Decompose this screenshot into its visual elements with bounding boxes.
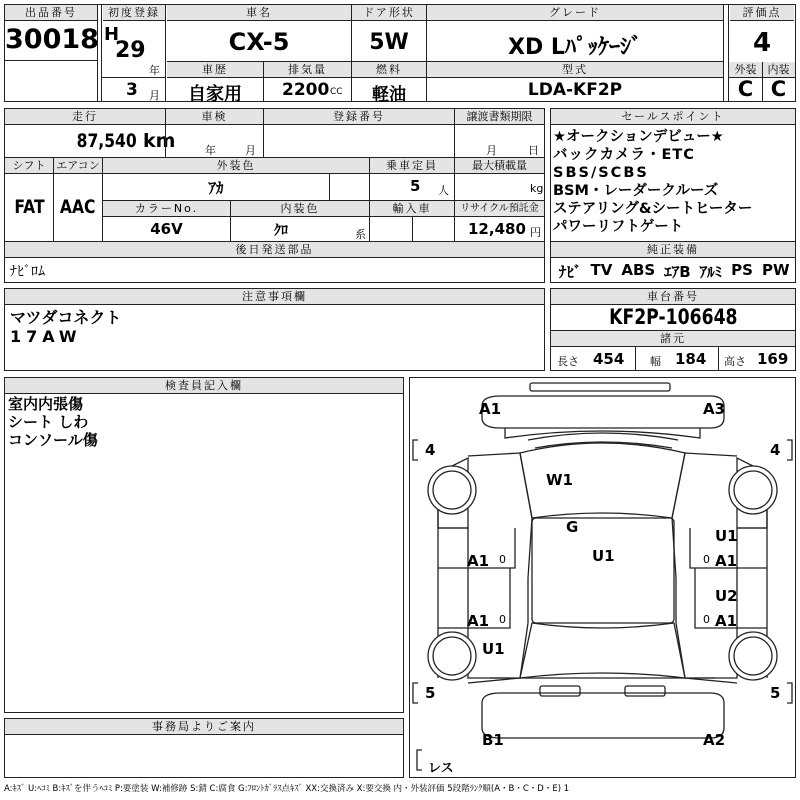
intcolor: ｸﾛ [274, 223, 288, 239]
intcolor-unit: 系 [355, 228, 366, 241]
transfer-day-unit: 日 [528, 144, 539, 157]
later-value: ﾅﾋﾞﾛﾑ [10, 264, 45, 280]
inspection-label: 車検 [166, 109, 263, 125]
intcolor-label: 内装色 [231, 201, 369, 217]
sales-label: セールスポイント [551, 109, 795, 125]
ext-grade: C [737, 77, 754, 101]
equip-item: PS [731, 261, 753, 279]
notes-text [10, 308, 121, 346]
inspector-line: 室内内張傷 [8, 395, 84, 413]
tire-mark: 5 [425, 684, 436, 702]
capacity: 5 [410, 177, 421, 195]
grade: XD Lﾊﾟｯｹｰｼﾞ [508, 35, 642, 60]
width: 184 [675, 350, 707, 368]
damage-mark: W1 [546, 471, 573, 489]
color-label: 外装色 [103, 158, 369, 174]
color: ｱｶ [208, 179, 224, 197]
history-label: 車歴 [167, 62, 263, 78]
sales-item: BSM・レーダークルーズ [553, 183, 719, 199]
load-unit: kg [530, 182, 544, 195]
reg-year: 29 [115, 38, 146, 63]
mileage: 87,540 [76, 130, 137, 152]
score-label: 評価点 [730, 5, 794, 21]
tire-mark: 4 [425, 441, 436, 459]
reg-label: 初度登録 [103, 5, 165, 21]
damage-mark: A1 [467, 612, 490, 630]
equip-item: ｴｱB [664, 263, 691, 281]
car-name-label: 車名 [167, 5, 351, 21]
int-grade: C [770, 77, 787, 101]
sales-list [553, 128, 752, 236]
year-unit: 年 [149, 64, 160, 77]
height: 169 [757, 350, 789, 368]
cc-unit: CC [330, 87, 343, 97]
zero-mark: 0 [703, 553, 710, 566]
recycle-label: リサイクル預託金 [455, 201, 544, 217]
inspection-month-unit: 月 [245, 144, 256, 157]
transfer-label: 譲渡書類期限 [455, 109, 544, 125]
later-label: 後日発送部品 [5, 242, 544, 258]
zero-mark: 0 [499, 613, 506, 626]
spare-tire: レス [428, 761, 454, 776]
history: 自家用 [188, 84, 242, 105]
ext-label: 外装 [729, 62, 762, 78]
recycle: 12,480 [468, 220, 526, 238]
damage-mark: A2 [703, 731, 726, 749]
damage-mark: A1 [715, 552, 738, 570]
equip-label: 純正装備 [551, 242, 795, 258]
damage-mark: A3 [703, 400, 726, 418]
shift: FAT [13, 196, 45, 218]
regno-label: 登録番号 [264, 109, 454, 125]
door-label: ドア形状 [352, 5, 426, 21]
zero-mark: 0 [499, 553, 506, 566]
damage-mark: G [566, 518, 579, 536]
reg-month: 3 [126, 80, 138, 100]
inspector-text [8, 395, 98, 449]
capacity-unit: 人 [438, 184, 449, 197]
ac: AAC [60, 196, 96, 218]
damage-mark: A1 [479, 400, 502, 418]
equip-item: ｱﾙﾐ [699, 263, 723, 281]
damage-mark: U1 [592, 547, 615, 565]
damage-mark: B1 [482, 731, 504, 749]
length-label: 長さ [557, 355, 579, 368]
car-name: CX-5 [228, 28, 290, 56]
sales-item: ★オークションデビュー★ [553, 129, 724, 145]
equip-item: TV [590, 261, 613, 279]
score: 4 [752, 28, 772, 58]
shift-label: シフト [5, 158, 53, 174]
month-unit: 月 [149, 89, 160, 102]
sales-item: バックカメラ・ETC [553, 147, 695, 163]
office-label: 事務局よりご案内 [5, 719, 403, 735]
int-label: 内装 [762, 62, 795, 78]
equip-item: ﾅﾋﾞ [559, 263, 582, 281]
zero-mark: 0 [703, 613, 710, 626]
model: LDA-KF2P [527, 80, 623, 100]
width-label: 幅 [650, 355, 661, 368]
damage-mark: U2 [715, 587, 738, 605]
sales-item: SBS/SCBS [553, 165, 649, 181]
mileage-label: 走行 [5, 109, 165, 125]
colorno: 46V [150, 220, 183, 238]
equip-item: ABS [621, 261, 656, 279]
notes-line: 17AW [10, 327, 82, 346]
car-outline [410, 378, 795, 777]
fuel: 軽油 [372, 85, 406, 105]
door: 5W [369, 30, 409, 55]
sales-item: パワーリフトゲート [553, 219, 684, 235]
damage-mark: A1 [715, 612, 738, 630]
import-label: 輸入車 [370, 201, 454, 217]
tire-mark: 4 [770, 441, 781, 459]
damage-mark: U1 [715, 527, 738, 545]
chassis-label: 車台番号 [551, 289, 795, 305]
notes-label: 注意事項欄 [5, 289, 544, 305]
inspector-label: 検査員記入欄 [5, 378, 403, 394]
legend: A:ｷｽﾞ U:ﾍｺﾐ B:ｷｽﾞを伴うﾍｺﾐ P:要塗装 W:補修跡 S:錆 C:腐食 G:ﾌﾛﾝﾄｶﾞﾗｽ点ｷｽﾞ XX:交換済み X:要交換 内・外装評価 5段階ﾗﾝｸ順(A・B・C・D・E) 1 [4, 784, 570, 794]
damage-mark: A1 [467, 552, 490, 570]
model-label: 型式 [427, 62, 723, 78]
tire-mark: 5 [770, 684, 781, 702]
damage-mark: U1 [482, 640, 505, 658]
notes-line: マツダコネクト [10, 308, 122, 327]
lot-label: 出品番号 [5, 5, 97, 21]
inspector-line: コンソール傷 [8, 431, 98, 449]
fuel-label: 燃料 [352, 62, 426, 78]
recycle-unit: 円 [530, 226, 541, 239]
inspection-year-unit: 年 [205, 144, 216, 157]
grade-label: グレード [427, 5, 723, 21]
equip-list [559, 261, 790, 282]
length: 454 [593, 350, 625, 368]
displacement-label: 排気量 [264, 62, 351, 78]
ac-label: エアコン [54, 158, 102, 174]
sales-item: ステアリング&シートヒーター [553, 201, 753, 217]
mileage-unit: km [143, 130, 176, 152]
transfer-month-unit: 月 [486, 144, 497, 157]
chassis-number: KF2P-106648 [608, 305, 738, 329]
era: H [104, 24, 120, 45]
capacity-label: 乗車定員 [370, 158, 454, 174]
inspector-line: シート しわ [8, 413, 89, 431]
displacement: 2200 [282, 80, 330, 100]
equip-item: PW [761, 261, 790, 279]
colorno-label: カラーNo. [103, 201, 230, 217]
height-label: 高さ [724, 355, 746, 368]
dims-label: 諸元 [551, 331, 795, 347]
lot-number: 30018 [5, 24, 99, 55]
load-label: 最大積載量 [455, 158, 544, 174]
